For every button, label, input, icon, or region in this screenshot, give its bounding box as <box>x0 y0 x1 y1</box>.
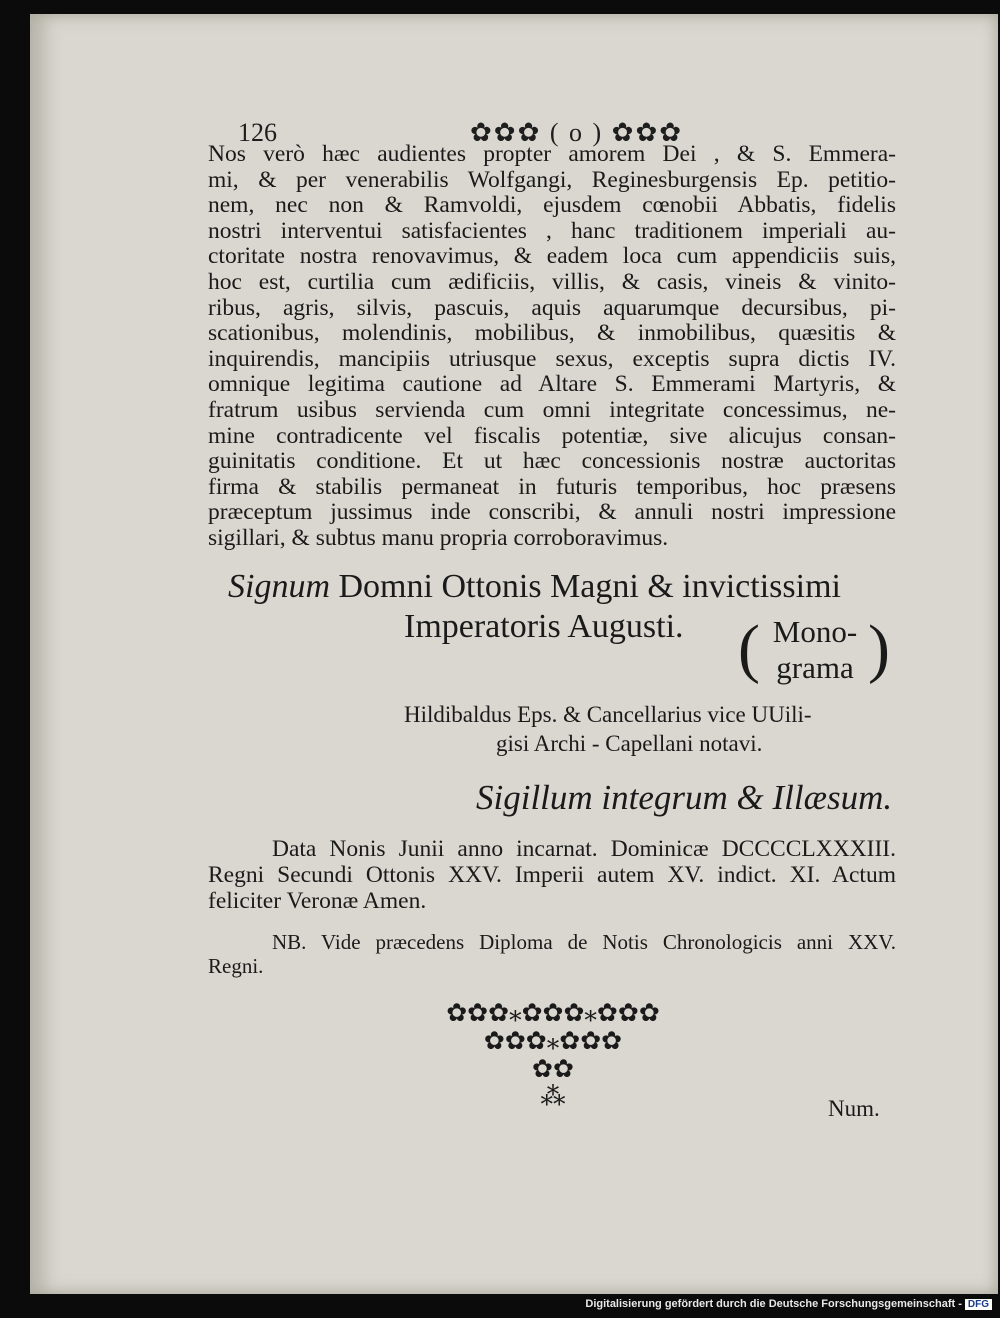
hildibaldus-subscription <box>404 700 812 758</box>
catchword: Num. <box>828 1096 880 1121</box>
text-line: nostri interventui satisfacientes , hanc traditionem imperiali au- <box>208 217 896 244</box>
monogram-right-paren: ) <box>868 612 890 685</box>
text-line: ctoritate nostra renovavimus, & eadem loca cum appendiciis suis, <box>208 243 896 270</box>
header-ornament: ✿✿✿ ( o ) ✿✿✿ <box>470 118 684 147</box>
text-line: NB. Vide præcedens Diploma de Notis Chronologicis anni XXV. <box>272 930 896 954</box>
monogram-line-2: grama <box>776 650 854 685</box>
dating-clause <box>208 836 896 914</box>
text-line: hoc est, curtilia cum ædificiis, villis, & casis, vineis & vinito- <box>208 268 896 295</box>
tailpiece-ornament <box>428 1000 678 1112</box>
text-line: firma & stabilis permaneat in futuris temporibus, hoc præsens <box>208 473 896 500</box>
text-line: guinitatis conditione. Et ut hæc concessionis nostræ auctoritas <box>208 448 896 475</box>
text-line: scationibus, molendinis, mobilibus, & inmobilibus, quæsitis & <box>208 320 896 347</box>
text-line: feliciter Veronæ Amen. <box>208 888 427 914</box>
page-number: 126 <box>238 118 277 147</box>
ornament-row: ✿✿✿⁎✿✿✿ <box>483 1028 623 1055</box>
ornament-row: ✿✿ <box>532 1056 574 1083</box>
monogram-line-1: Mono- <box>772 614 858 649</box>
text-line: Regni. <box>208 954 264 978</box>
dfg-logo-icon: DFG <box>965 1299 992 1310</box>
text-line: Nos verò hæc audientes propter amorem Dei , & S. Emmera- <box>208 141 896 167</box>
footer-text: Digitalisierung gefördert durch die Deutsche Forschungsgemeinschaft - <box>585 1298 962 1310</box>
ornament-row: ✿✿✿⁎✿✿✿⁎✿✿✿ <box>446 1000 660 1027</box>
body-paragraph <box>208 142 896 552</box>
text-line: omnique legitima cautione ad Altare S. Emmerami Martyris, & <box>208 371 896 398</box>
signum-line-2: Imperatoris Augusti. <box>404 608 684 645</box>
monogram <box>738 612 890 688</box>
hildibaldus-line-2: gisi Archi - Capellani notavi. <box>496 731 763 756</box>
text-line: præceptum jussimus inde conscribi, & annuli nostri impressione <box>208 499 896 526</box>
signum-text: Domni Ottonis Magni & invictissimi <box>338 568 841 605</box>
digitization-footer <box>585 1298 992 1314</box>
text-line: sigillari, & subtus manu propria corroboravimus. <box>208 524 669 551</box>
ornament-row: ⁂ <box>540 1084 566 1111</box>
text-line: fratrum usibus servienda cum omni integritate concessimus, ne- <box>208 396 896 423</box>
nota-bene <box>208 930 896 978</box>
text-line: Data Nonis Junii anno incarnat. Dominicæ DCCCCLXXXIII. <box>272 836 896 862</box>
signum-line-1 <box>228 568 896 606</box>
sigillum-line: Sigillum integrum & Illæsum. <box>476 778 893 817</box>
monogram-left-paren: ( <box>738 612 760 685</box>
signum-italic: Signum <box>228 568 330 605</box>
text-line: Regni Secundi Ottonis XXV. Imperii autem XV. indict. XI. Actum <box>208 862 896 888</box>
monogram-text <box>760 614 870 686</box>
text-line: mine contradicente vel fiscalis potentiæ, sive alicujus consan- <box>208 422 896 449</box>
text-line: nem, nec non & Ramvoldi, ejusdem cœnobii Abbatis, fidelis <box>208 192 896 219</box>
hildibaldus-line-1: Hildibaldus Eps. & Cancellarius vice UUili- <box>404 702 812 727</box>
text-line: mi, & per venerabilis Wolfgangi, Reginesburgensis Ep. petitio- <box>208 166 896 193</box>
text-line: inquirendis, mancipiis utriusque sexus, exceptis supra dictis IV. <box>208 345 896 372</box>
text-line: ribus, agris, silvis, pascuis, aquis aquarumque decursibus, pi- <box>208 294 896 321</box>
